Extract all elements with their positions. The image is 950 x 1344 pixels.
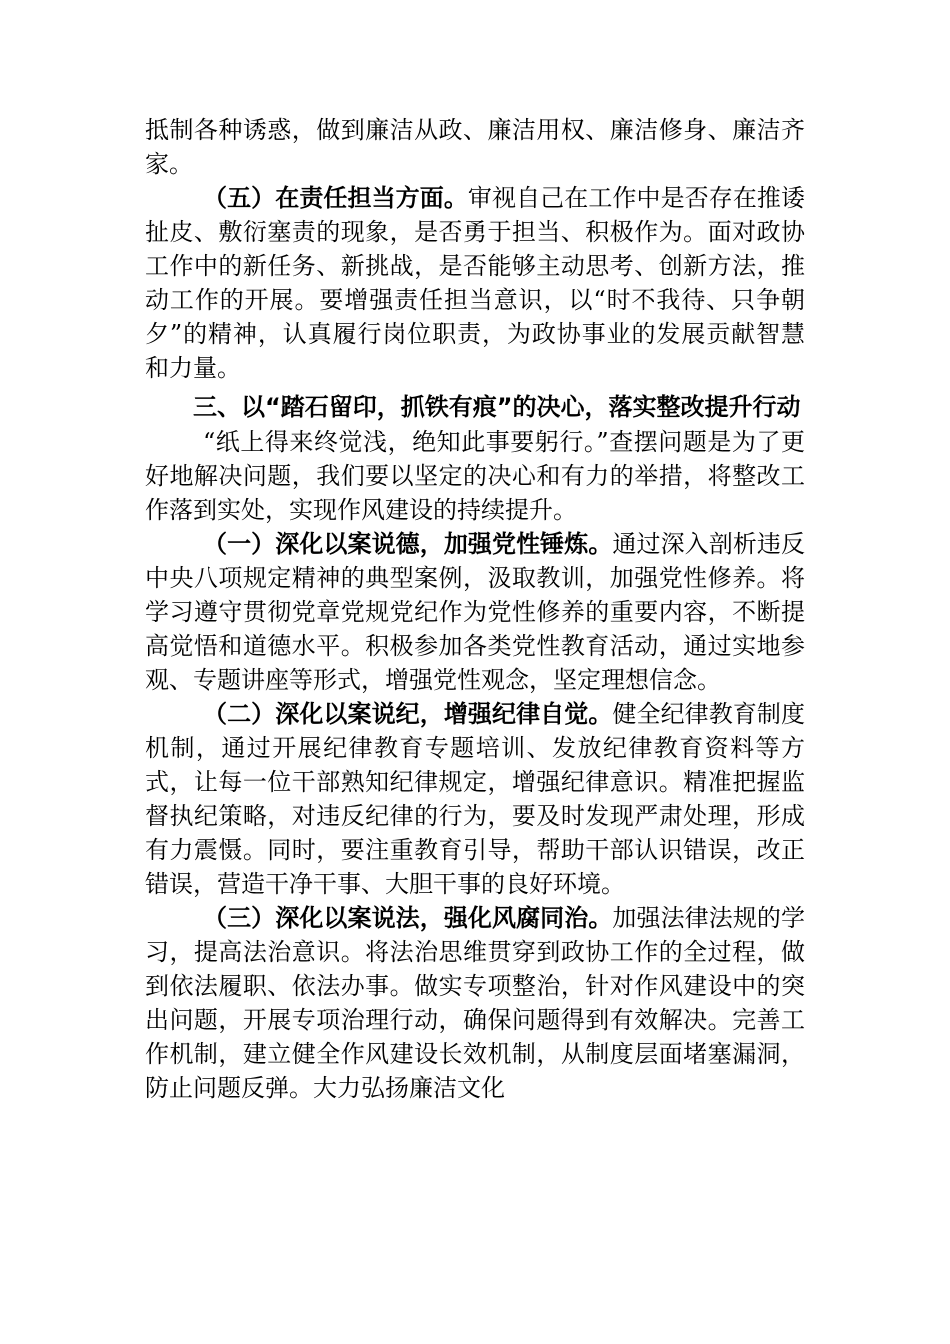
paragraph-discipline [145, 697, 805, 901]
paragraph-continuation: 抵制各种诱惑，做到廉洁从政、廉洁用权、廉洁修身、廉洁齐家。 [145, 116, 805, 178]
paragraph-body: 审视自己在工作中是否存在推诿扯皮、敷衍塞责的现象，是否勇于担当、积极作为。面对政协工作中的新任务、新挑战，是否能够主动思考、创新方法，推动工作的开展。要增强责任担当意识，以“时不我待、只争朝夕”的精神，认真履行岗位职责，为政协事业的发展贡献智慧和力量。 [145, 184, 806, 382]
section-heading: 三、以“踏石留印，抓铁有痕”的决心，落实整改提升行动 [193, 393, 801, 421]
paragraph-lead: （二）深化以案说纪，增强纪律自觉。 [203, 700, 613, 728]
paragraph-intro: “纸上得来终觉浅，绝知此事要躬行。”查摆问题是为了更好地解决问题，我们要以坚定的决心和有力的举措，将整改工作落到实处，实现作风建设的持续提升。 [145, 428, 805, 524]
paragraph-party-spirit [145, 527, 805, 697]
paragraph-body: 健全纪律教育制度机制，通过开展纪律教育专题培训、发放纪律教育资料等方式，让每一位干部熟知纪律规定，增强纪律意识。精准把握监督执纪策略，对违反纪律的行为，要及时发现严肃处理，形成有力震慑。同时，要注重教育引导，帮助干部认识错误，改正错误，营造干净干事、大胆干事的良好环境。 [145, 700, 806, 898]
paragraph-lead: （一）深化以案说德，加强党性锤炼。 [203, 530, 613, 558]
paragraph-rule-of-law [145, 901, 805, 1105]
paragraph-body: 加强法律法规的学习，提高法治意识。将法治思维贯穿到政协工作的全过程，做到依法履职、依法办事。做实专项整治，针对作风建设中的突出问题，开展专项治理行动，确保问题得到有效解决。完善工作机制，建立健全作风建设长效机制，从制度层面堵塞漏洞，防止问题反弹。大力弘扬廉洁文化 [145, 904, 806, 1102]
paragraph-lead: （五）在责任担当方面。 [203, 184, 468, 212]
paragraph-body: 通过深入剖析违反中央八项规定精神的典型案例，汲取教训，加强党性修养。将学习遵守贯彻党章党规党纪作为党性修养的重要内容，不断提高觉悟和道德水平。积极参加各类党性教育活动，通过实地参观、专题讲座等形式，增强党性观念，坚定理想信念。 [145, 530, 806, 694]
paragraph-responsibility [145, 181, 805, 385]
paragraph-lead: （三）深化以案说法，强化风腐同治。 [203, 904, 613, 932]
document-page [145, 113, 805, 1105]
